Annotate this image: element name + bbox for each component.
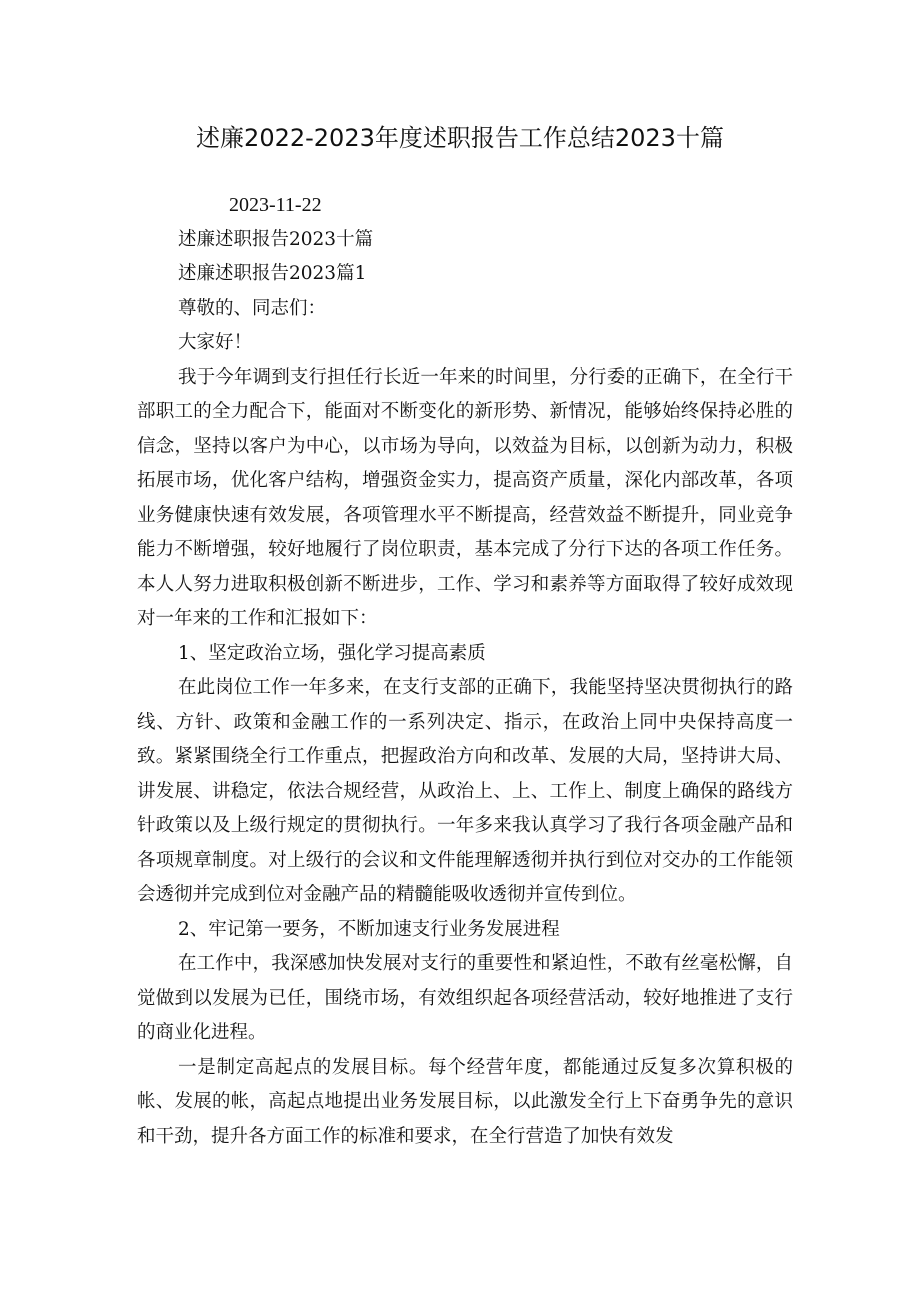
document-date: 2023-11-22 — [229, 194, 322, 216]
section-heading-2: 2、牢记第一要务，不断加速支行业务发展进程 — [178, 918, 560, 940]
salutation: 尊敬的、同志们： — [178, 297, 327, 319]
paragraph: 在此岗位工作一年多来，在支行支部的正确下，我能坚持坚决贯彻执行的路线、方针、政策和金融工作的一系列决定、指示，在政治上同中央保持高度一致。紧紧围绕全行工作重点，把握政治方向和改革、发展的大局，坚持讲大局、讲发展、讲稳定，依法合规经营，从政治上、上、工作上、制度上确保的路线方针政策以及上级行规定的贯彻执行。一年多来我认真学习了我行各项金融产品和各项规章制度。对上级行的会议和文件能理解透彻并执行到位对交办的工作能领会透彻并完成到位对金融产品的精髓能吸收透彻并宣传到位。 — [137, 677, 793, 905]
paragraph: 一是制定高起点的发展目标。每个经营年度，都能通过反复多次算积极的帐、发展的帐，高起点地提出业务发展目标，以此激发全行上下奋勇争先的意识和干劲，提升各方面工作的标准和要求，在全行营造了加快有效发 — [137, 1056, 793, 1147]
section-title: 述廉述职报告2023篇1 — [178, 263, 367, 284]
document-subtitle: 述廉述职报告2023十篇 — [178, 228, 374, 250]
document-body — [137, 188, 793, 1154]
paragraph: 我于今年调到支行担任行长近一年来的时间里，分行委的正确下，在全行干部职工的全力配合下，能面对不断变化的新形势、新情况，能够始终保持必胜的信念，坚持以客户为中心，以市场为导向，以效益为目标，以创新为动力，积极拓展市场，优化客户结构，增强资金实力，提高资产质量，深化内部改革，各项业务健康快速有效发展，各项管理水平不断提高，经营效益不断提升，同业竞争能力不断增强，较好地履行了岗位职责，基本完成了分行下达的各项工作任务。本人人努力进取积极创新不断进步，工作、学习和素养等方面取得了较好成效现对一年来的工作和汇报如下： — [137, 366, 793, 629]
greeting: 大家好！ — [178, 332, 253, 353]
section-heading-1: 1、坚定政治立场，强化学习提高素质 — [178, 642, 486, 664]
paragraph: 在工作中，我深感加快发展对支行的重要性和紧迫性，不敢有丝毫松懈，自觉做到以发展为已任，围绕市场，有效组织起各项经营活动，较好地推进了支行的商业化进程。 — [137, 953, 793, 1043]
document-title: 述廉2022-2023年度述职报告工作总结2023十篇 — [196, 124, 724, 152]
